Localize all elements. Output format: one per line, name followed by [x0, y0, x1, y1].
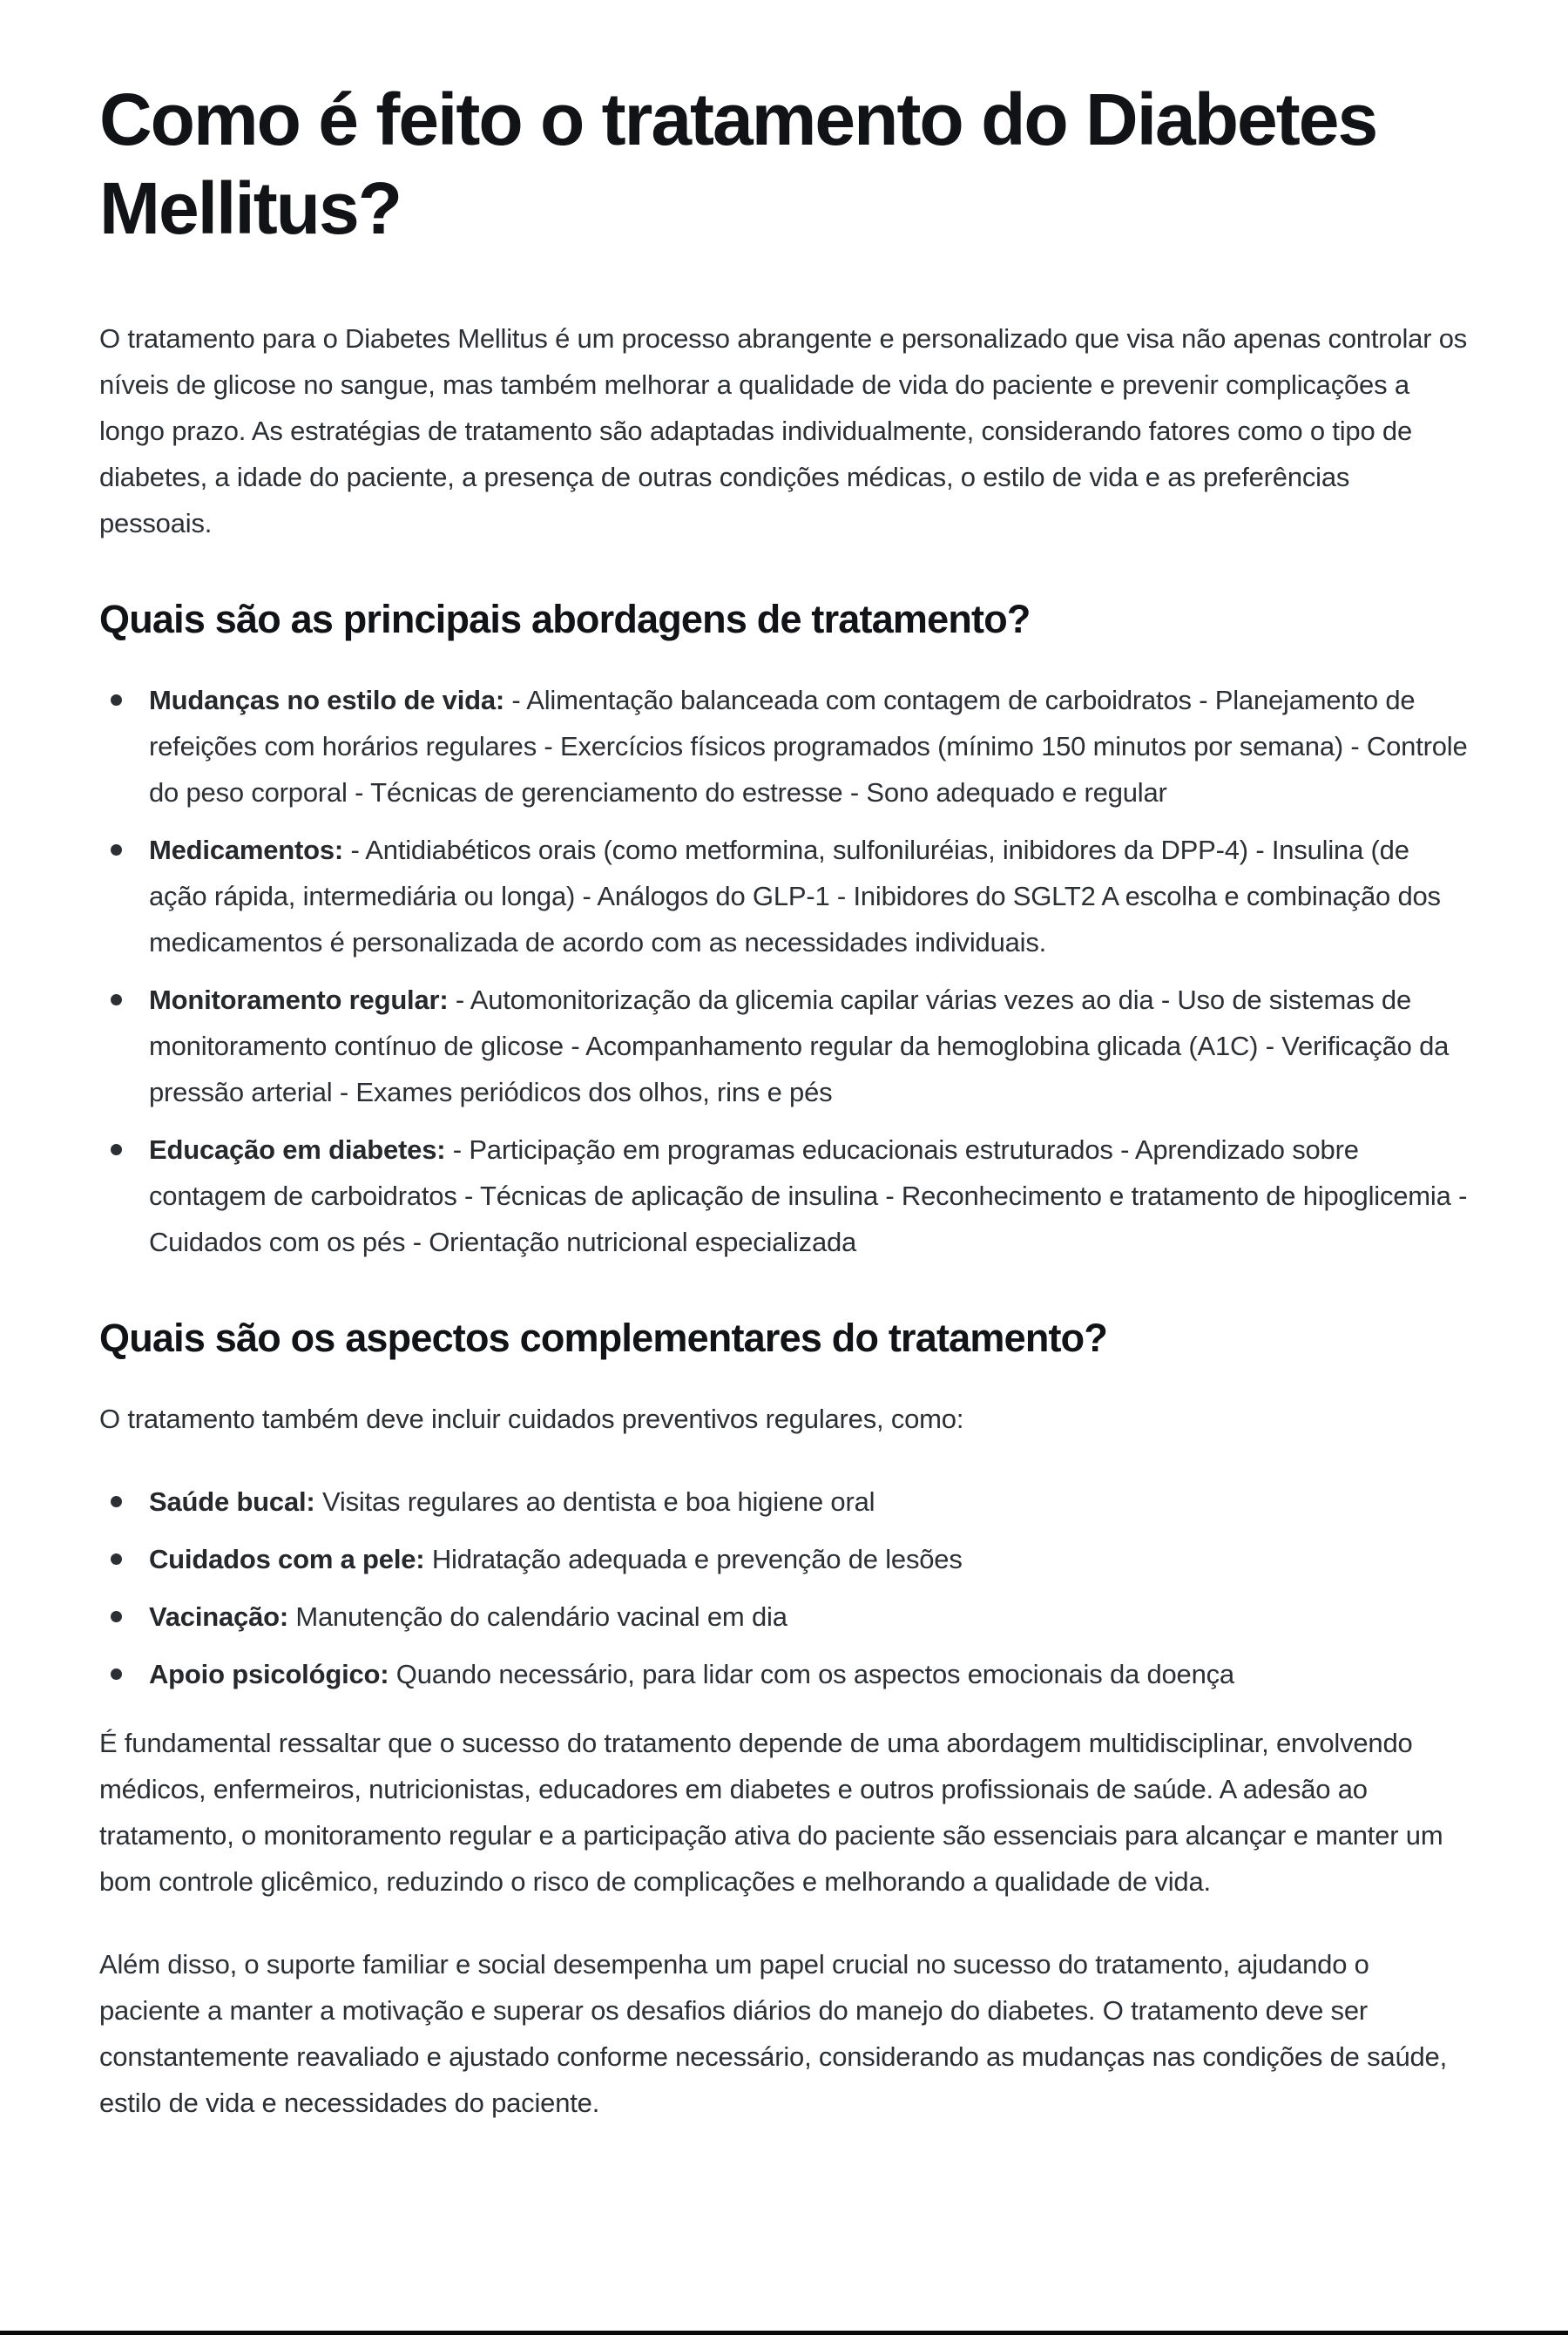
list-item-text: - Automonitorização da glicemia capilar várias vezes ao dia - Uso de sistemas de monitoramento contínuo de glicose - Acompanhamento regular da hemoglobina glicada (A1C) - Verificação da pressão arterial - Exames periódicos dos olhos, rins e pés [149, 985, 1450, 1107]
page-title-line-2: Mellitus? [99, 167, 402, 249]
bullet-icon [111, 1144, 122, 1155]
list-item-lead: Saúde bucal: [149, 1486, 315, 1517]
bullet-icon [111, 1668, 122, 1680]
bullet-icon [111, 694, 122, 706]
section-heading-approaches: Quais são as principais abordagens de tratamento? [99, 597, 1031, 641]
bullet-icon [111, 844, 122, 856]
list-item-text: - Participação em programas educacionais estruturados - Aprendizado sobre contagem de carboidratos - Técnicas de aplicação de insulina - Reconhecimento e tratamento de hipoglicemia - Cuidados com os pés - Orientação nutricional especializada [149, 1134, 1468, 1257]
article-page [99, 0, 1469, 2126]
list-item [99, 1651, 1469, 1697]
list-item-text: - Antidiabéticos orais (como metformina, sulfoniluréias, inibidores da DPP-4) - Insulina (de ação rápida, intermediária ou longa) - Análogos do GLP-1 - Inibidores do SGLT2 A escolha e combinação dos medicamentos é personalizada de acordo com as necessidades individuais. [149, 835, 1441, 958]
complementary-intro-paragraph: O tratamento também deve incluir cuidados preventivos regulares, como: [99, 1404, 964, 1434]
bullet-icon [111, 1553, 122, 1565]
bullet-icon [111, 994, 122, 1005]
list-item-lead: Educação em diabetes: [149, 1134, 446, 1165]
list-item-lead: Monitoramento regular: [149, 985, 449, 1015]
list-item-lead: Apoio psicológico: [149, 1659, 389, 1689]
list-item-text: Visitas regulares ao dentista e boa higiene oral [314, 1486, 875, 1517]
list-item-lead: Vacinação: [149, 1601, 288, 1632]
list-item-text: Manutenção do calendário vacinal em dia [287, 1601, 787, 1632]
list-item-lead: Mudanças no estilo de vida: [149, 685, 505, 715]
intro-paragraph: O tratamento para o Diabetes Mellitus é um processo abrangente e personalizado que visa não apenas controlar os níveis de glicose no sangue, mas também melhorar a qualidade de vida do paciente e prevenir complicações a longo prazo. As estratégias de tratamento são adaptadas individualmente, considerando fatores como o tipo de diabetes, a idade do paciente, a presença de outras condições médicas, o estilo de vida e as preferências pessoais. [99, 323, 1468, 538]
list-item-lead: Medicamentos: [149, 835, 344, 865]
approaches-list [99, 677, 1469, 1265]
list-item [99, 1536, 1469, 1582]
list-item [99, 1594, 1469, 1640]
list-item [99, 1479, 1469, 1525]
closing-paragraph-1: É fundamental ressaltar que o sucesso do tratamento depende de uma abordagem multidisciplinar, envolvendo médicos, enfermeiros, nutricionistas, educadores em diabetes e outros profissionais de saúde. A adesão ao tratamento, o monitoramento regular e a participação ativa do paciente são essenciais para alcançar e manter um bom controle glicêmico, reduzindo o risco de complicações e melhorando a qualidade de vida. [99, 1728, 1443, 1897]
list-item-lead: Cuidados com a pele: [149, 1544, 425, 1574]
bottom-edge-bar [0, 2331, 1568, 2335]
list-item-text: Hidratação adequada e prevenção de lesões [424, 1544, 963, 1574]
bullet-icon [111, 1496, 122, 1507]
list-item [99, 1127, 1469, 1265]
bullet-icon [111, 1611, 122, 1622]
section-heading-complementary: Quais são os aspectos complementares do tratamento? [99, 1316, 1108, 1360]
page-title [99, 75, 1469, 253]
closing-paragraph-2: Além disso, o suporte familiar e social desempenha um papel crucial no sucesso do tratamento, ajudando o paciente a manter a motivação e superar os desafios diários do manejo do diabetes. O tratamento deve ser constantemente reavaliado e ajustado conforme necessário, considerando as mudanças nas condições de saúde, estilo de vida e necessidades do paciente. [99, 1949, 1448, 2118]
list-item [99, 977, 1469, 1115]
complementary-list [99, 1479, 1469, 1697]
list-item-text: - Alimentação balanceada com contagem de carboidratos - Planejamento de refeições com horários regulares - Exercícios físicos programados (mínimo 150 minutos por semana) - Controle do peso corporal - Técnicas de gerenciamento do estresse - Sono adequado e regular [149, 685, 1468, 808]
page-title-line-1: Como é feito o tratamento do Diabetes [99, 78, 1377, 160]
list-item-text: Quando necessário, para lidar com os aspectos emocionais da doença [389, 1659, 1234, 1689]
list-item [99, 827, 1469, 965]
list-item [99, 677, 1469, 816]
